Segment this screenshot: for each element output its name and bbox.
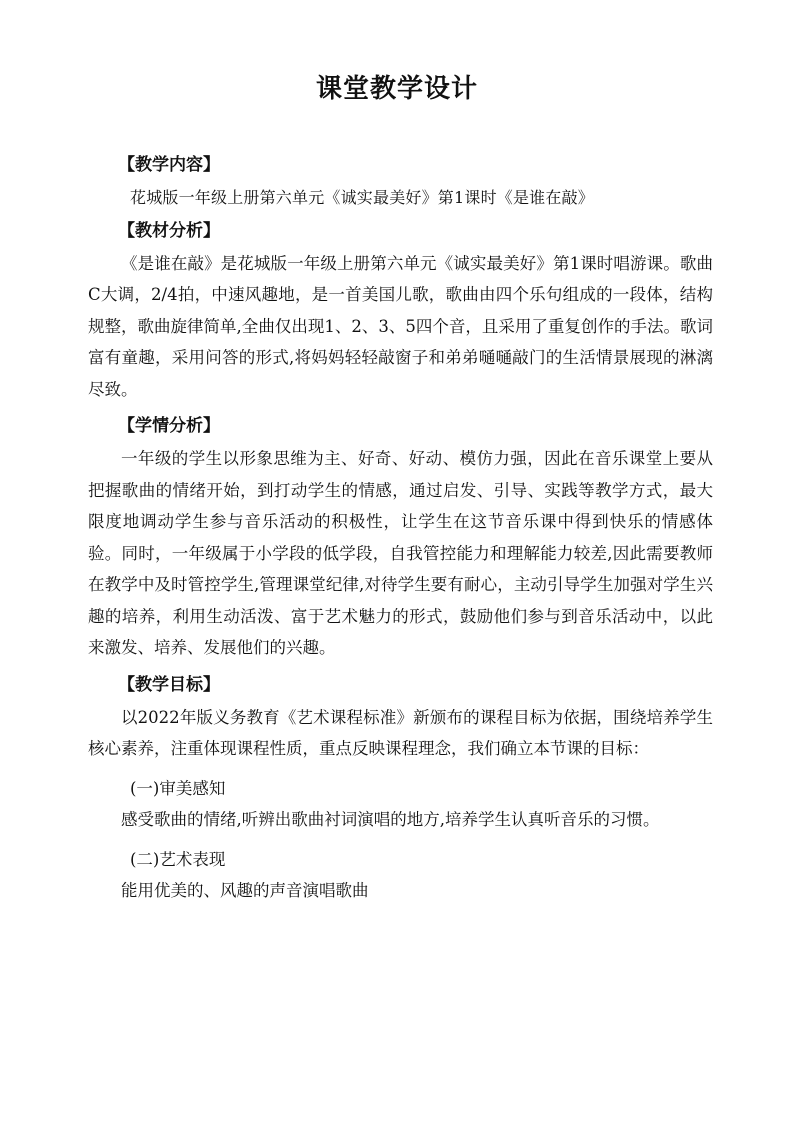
section-heading-material: 【教材分析】 [118,220,220,241]
section-heading-goals: 【教学目标】 [118,674,220,695]
section-heading-content: 【教学内容】 [118,155,220,175]
document-title: 课堂教学设计 [315,74,478,104]
goal-expression-paragraph: 能用优美的、风趣的声音演唱歌曲 [121,881,369,900]
students-paragraph: 一年级的学生以形象思维为主、好奇、好动、模仿力强，因此在音乐课堂上要从把握歌曲的情绪开始，到打动学生的情感，通过启发、引导、实践等教学方式，最大限度地调动学生参与音乐活动的积极性，让学生在这节音乐课中得到快乐的情感体验。同时，一年级属于小学段的低学段，自我管控能力和理解能力较差,因此需要教师在教学中及时管控学生,管理课堂纪律,对待学生要有耐心，主动引导学生加强对学生兴趣的培养，利用生动活泼、富于艺术魅力的形式，鼓励他们参与到音乐活动中，以此来激发、培养、发展他们的兴趣。 [88,449,713,657]
document-body [88,148,713,907]
goal-heading-aesthetic: (一)审美感知 [130,778,226,798]
goals-paragraph: 以2022年版义务教育《艺术课程标准》新颁布的课程目标为依据，围绕培养学生核心素养，注重体现课程性质，重点反映课程理念，我们确立本节课的目标： [88,707,713,758]
material-paragraph: 《是谁在敲》是花城版一年级上册第六单元《诚实最美好》第1课时唱游课。歌曲C大调，2/4拍，中速风趣地，是一首美国儿歌，歌曲由四个乐句组成的一段体，结构规整，歌曲旋律简单,全曲仅出现1、2、3、5四个音，且采用了重复创作的手法。歌词富有童趣，采用问答的形式,将妈妈轻轻敲窗子和弟弟嗵嗵敲门的生活情景展现的淋漓尽致。 [88,253,713,399]
goal-aesthetic-paragraph: 感受歌曲的情绪,听辨出歌曲衬词演唱的地方,培养学生认真听音乐的习惯。 [121,810,660,829]
goal-heading-expression: (二)艺术表现 [130,849,226,869]
content-paragraph: 花城版一年级上册第六单元《诚实最美好》第1课时《是谁在敲》 [130,188,594,207]
section-heading-students: 【学情分析】 [118,416,220,436]
